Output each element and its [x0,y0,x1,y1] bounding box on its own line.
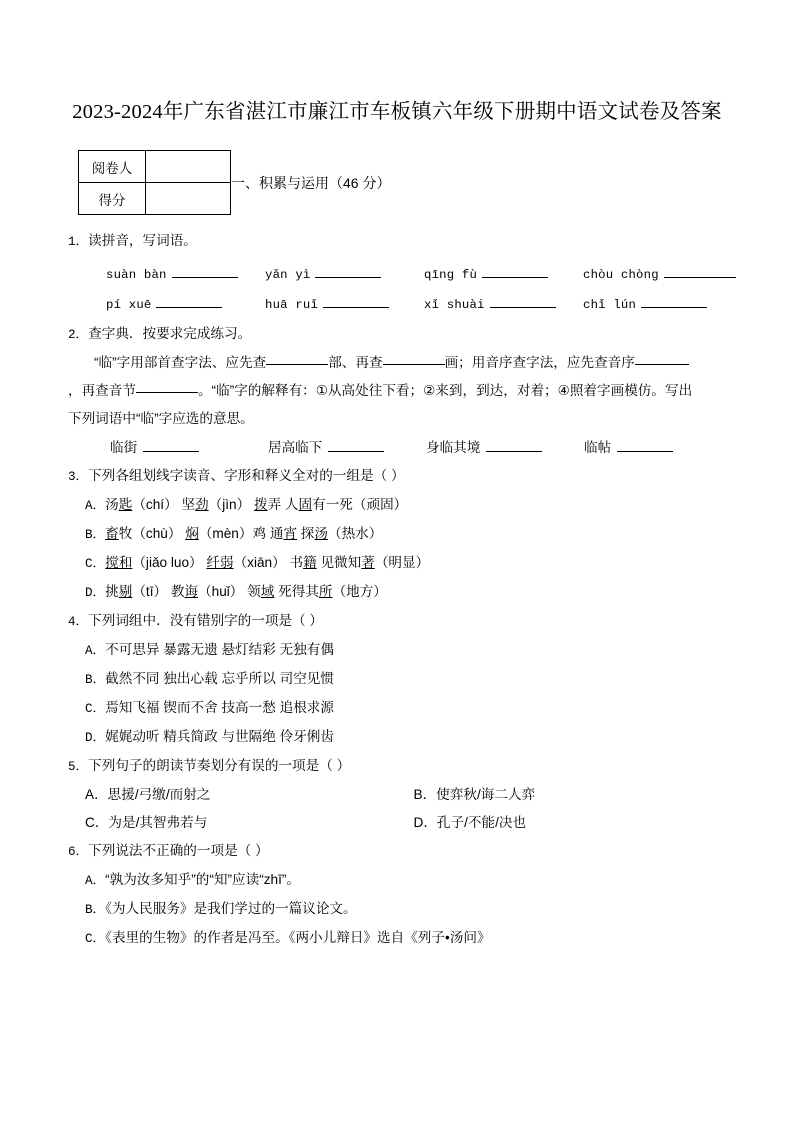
question-6-option-c[interactable]: C．《表里的生物》的作者是冯至。《两小儿辩日》选自《列子•汤问》 [85,930,491,946]
answer-blank[interactable] [641,296,707,308]
question-5-stem: 5．下列句子的朗读节奏划分有误的一项是（ ） [68,758,351,774]
question-2-line-1: “临”字用部首查字法、应先查 部、再查 画；用音序查字法，应先查音序 [68,349,742,377]
pinyin-item: chòu chòng [583,260,742,290]
question-3-option-b[interactable]: B．畜牧（chù） 焖（mèn）鸡 通宵 探汤（热水） [85,526,383,542]
answer-blank[interactable] [266,353,328,365]
score-and-section-row [0,150,794,215]
answer-blank[interactable] [486,440,542,452]
option-text: “孰为汝多知乎”的“知”应读“zhī”。 [105,872,300,887]
option-text: 截然不同 独出心载 忘乎所以 司空见惯 [105,671,334,686]
answer-blank[interactable] [315,266,381,278]
question-3-option-a[interactable]: A．汤匙（chí） 坚劲（jìn） 拨弄 人固有一死（顽固） [85,497,408,513]
option-text: 焉知飞福 锲而不舍 技高一愁 追根求源 [105,700,334,715]
answer-blank[interactable] [136,381,198,393]
question-5-option-row-1 [68,781,742,809]
question-5-option-b[interactable]: B．使弈秋/诲二人弈 [413,787,536,802]
question-2-word-row [68,433,742,462]
pinyin-item: qīng fù [424,260,583,290]
question-6-option-b[interactable]: B．《为人民服务》是我们学过的一篇议论文。 [85,901,357,917]
option-text: 畜牧（chù） 焖（mèn）鸡 通宵 探汤（热水） [105,526,383,541]
answer-blank[interactable] [664,266,736,278]
pinyin-item: huā ruǐ [265,290,424,320]
question-1-pinyin-row-1 [68,260,742,290]
option-text: 孔子/不能/决也 [436,815,527,830]
answer-blank[interactable] [172,266,238,278]
pinyin-item: chǐ lún [583,290,742,320]
option-text: 挑剔（tī） 教诲（huǐ） 领域 死得其所（地方） [105,584,387,599]
option-text: 思援/弓缴/而射之 [107,787,211,802]
option-text: 为是/其智弗若与 [108,815,208,830]
answer-blank[interactable] [490,296,556,308]
answer-blank[interactable] [323,296,389,308]
answer-blank[interactable] [482,266,548,278]
word-item: 身临其境 [426,433,584,462]
table-row [79,183,231,215]
option-text: 《表里的生物》的作者是冯至。《两小儿辩日》选自《列子•汤问》 [105,930,491,945]
question-3-option-d[interactable]: D．挑剔（tī） 教诲（huǐ） 领域 死得其所（地方） [85,584,387,600]
score-table [78,150,231,215]
question-4-stem: 4．下列词组中．没有错别字的一项是（ ） [68,613,324,629]
answer-blank[interactable] [328,440,384,452]
pinyin-item: pí xuē [106,290,265,320]
answer-blank[interactable] [143,440,199,452]
question-5-option-a[interactable]: A．思援/弓缴/而射之 [85,787,211,802]
score-label: 得分 [79,183,146,215]
question-6-option-a[interactable]: A．“孰为汝多知乎”的“知”应读“zhī”。 [85,872,300,888]
question-4-option-d[interactable]: D．娓娓动听 精兵简政 与世隔绝 伶牙俐齿 [85,729,334,745]
question-2-stem: 2．查字典．按要求完成练习。 [68,326,252,342]
section-heading: 一、积累与运用（46 分） [231,174,391,191]
question-2-line-3: 下列词语中“临”字应选的意思。 [68,411,254,426]
option-text: 搅和（jiǎo luo） 纤弱（xiān） 书籍 见微知著（明显） [105,555,430,570]
word-item: 居高临下 [268,433,426,462]
word-item: 临帖 [584,433,742,462]
exam-body [0,227,794,953]
question-6-stem: 6．下列说法不正确的一项是（ ） [68,843,269,859]
question-1-stem: 1．读拼音，写词语。 [68,233,197,249]
question-5-option-c[interactable]: C．为是/其智弗若与 [85,815,208,830]
option-text: 使弈秋/诲二人弈 [436,787,536,802]
page-title: 2023-2024年广东省湛江市廉江市车板镇六年级下册期中语文试卷及答案 [72,101,722,123]
answer-blank[interactable] [383,353,445,365]
option-text: 不可思异 暴露无遗 悬灯结彩 无独有偶 [105,642,334,657]
answer-blank[interactable] [617,440,673,452]
question-4-option-c[interactable]: C．焉知飞福 锲而不舍 技高一愁 追根求源 [85,700,334,716]
score-value-cell[interactable] [146,183,231,215]
word-item: 临街 [110,433,268,462]
question-1-pinyin-row-2 [68,290,742,320]
question-4-option-b[interactable]: B．截然不同 独出心载 忘乎所以 司空见惯 [85,671,334,687]
answer-blank[interactable] [156,296,222,308]
question-5-option-d[interactable]: D．孔子/不能/决也 [413,815,527,830]
pinyin-item: yǎn yì [265,260,424,290]
question-5-option-row-2 [68,809,742,837]
pinyin-item: suàn bàn [106,260,265,290]
question-2-line-2: ，再查音节 。“临”字的解释有：①从高处往下看；②来到，到达，对着；④照着字画模仿。写出 [68,383,693,398]
question-3-option-c[interactable]: C．搅和（jiǎo luo） 纤弱（xiān） 书籍 见微知著（明显） [85,555,430,571]
reviewer-value-cell[interactable] [146,151,231,183]
question-4-option-a[interactable]: A．不可思异 暴露无遗 悬灯结彩 无独有偶 [85,642,334,658]
option-text: 《为人民服务》是我们学过的一篇议论文。 [105,901,357,916]
table-row [79,151,231,183]
pinyin-item: xǐ shuài [424,290,583,320]
answer-blank[interactable] [635,353,689,365]
question-3-stem: 3．下列各组划线字读音、字形和释义全对的一组是（ ） [68,468,405,484]
reviewer-label: 阅卷人 [79,151,146,183]
option-text: 娓娓动听 精兵简政 与世隔绝 伶牙俐齿 [105,729,334,744]
option-text: 汤匙（chí） 坚劲（jìn） 拨弄 人固有一死（顽固） [105,497,408,512]
